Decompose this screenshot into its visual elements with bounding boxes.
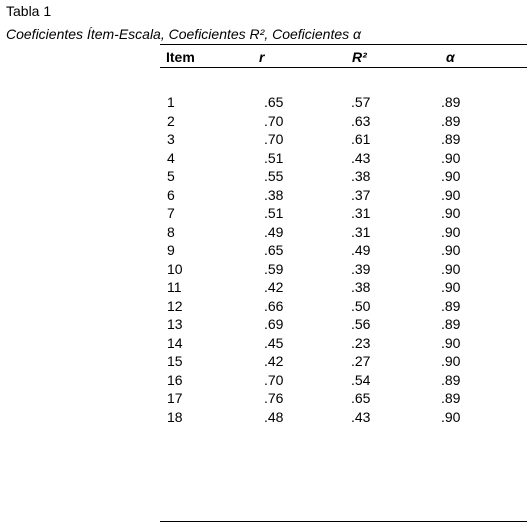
table-row xyxy=(0,93,529,112)
cell-r: .42 xyxy=(264,279,284,295)
cell-r: .48 xyxy=(264,408,284,425)
table-row xyxy=(0,260,529,279)
cell-alpha: .89 xyxy=(441,371,461,388)
cell-r-squared: .39 xyxy=(351,260,371,277)
cell-r: .70 xyxy=(264,112,284,129)
cell-item: 2 xyxy=(167,112,175,129)
cell-alpha: .89 xyxy=(441,297,461,314)
table-row xyxy=(0,278,529,297)
cell-alpha: .90 xyxy=(441,205,461,221)
cell-r: .42 xyxy=(264,353,284,369)
table-row xyxy=(0,186,529,205)
table-row xyxy=(0,371,529,390)
cell-alpha: .90 xyxy=(441,279,461,295)
table-row xyxy=(0,130,529,149)
cell-r: .65 xyxy=(264,94,284,110)
cell-r-squared: .37 xyxy=(351,186,371,203)
table-label: Tabla 1 xyxy=(6,3,52,19)
cell-r: .76 xyxy=(264,390,284,406)
cell-alpha: .90 xyxy=(441,149,461,166)
bottom-rule xyxy=(160,521,527,522)
cell-r: .59 xyxy=(264,260,284,277)
cell-alpha: .89 xyxy=(441,112,461,129)
cell-item: 17 xyxy=(167,390,183,406)
cell-item: 5 xyxy=(167,168,175,184)
top-rule xyxy=(160,44,527,45)
cell-r-squared: .27 xyxy=(351,353,371,369)
table-row xyxy=(0,241,529,260)
cell-r-squared: .23 xyxy=(351,334,371,351)
cell-alpha: .89 xyxy=(441,94,461,110)
table-title: Coeficientes Ítem-Escala, Coeficientes R², Coeficientes α xyxy=(6,26,362,42)
header-rule xyxy=(160,67,527,68)
cell-alpha: .90 xyxy=(441,223,461,240)
table-row xyxy=(0,223,529,242)
cell-item: 12 xyxy=(167,297,183,314)
cell-alpha: .90 xyxy=(441,242,461,258)
cell-item: 15 xyxy=(167,353,183,369)
cell-r: .70 xyxy=(264,371,284,388)
header-item: Item xyxy=(166,49,195,65)
cell-item: 8 xyxy=(167,223,175,240)
cell-alpha: .90 xyxy=(441,408,461,425)
cell-alpha: .89 xyxy=(441,316,461,332)
cell-alpha: .90 xyxy=(441,334,461,351)
table-row xyxy=(0,389,529,408)
cell-r-squared: .61 xyxy=(351,131,371,147)
header-r-squared: R² xyxy=(352,49,367,65)
table-row xyxy=(0,408,529,427)
cell-r: .45 xyxy=(264,334,284,351)
cell-alpha: .89 xyxy=(441,390,461,406)
cell-alpha: .90 xyxy=(441,260,461,277)
table-row xyxy=(0,334,529,353)
cell-r-squared: .38 xyxy=(351,279,371,295)
cell-r-squared: .43 xyxy=(351,408,371,425)
cell-r-squared: .63 xyxy=(351,112,371,129)
cell-alpha: .90 xyxy=(441,168,461,184)
cell-item: 6 xyxy=(167,186,175,203)
cell-r-squared: .65 xyxy=(351,390,371,406)
table-row xyxy=(0,204,529,223)
cell-r-squared: .49 xyxy=(351,242,371,258)
cell-alpha: .90 xyxy=(441,353,461,369)
cell-r: .65 xyxy=(264,242,284,258)
cell-r: .51 xyxy=(264,149,284,166)
table-row xyxy=(0,297,529,316)
table-row xyxy=(0,315,529,334)
cell-item: 14 xyxy=(167,334,183,351)
cell-alpha: .90 xyxy=(441,186,461,203)
table-row xyxy=(0,112,529,131)
cell-item: 11 xyxy=(167,279,182,295)
cell-r: .69 xyxy=(264,316,284,332)
table-row xyxy=(0,149,529,168)
cell-r: .49 xyxy=(264,223,284,240)
cell-r-squared: .50 xyxy=(351,297,371,314)
cell-r: .38 xyxy=(264,186,284,203)
table-body xyxy=(0,93,529,426)
cell-item: 10 xyxy=(167,260,183,277)
cell-alpha: .89 xyxy=(441,131,461,147)
table-row xyxy=(0,352,529,371)
table-row xyxy=(0,167,529,186)
cell-r: .51 xyxy=(264,205,284,221)
cell-r-squared: .38 xyxy=(351,168,371,184)
cell-item: 7 xyxy=(167,205,175,221)
cell-r: .66 xyxy=(264,297,284,314)
cell-r: .70 xyxy=(264,131,284,147)
cell-r-squared: .43 xyxy=(351,149,371,166)
header-r: r xyxy=(259,49,265,65)
cell-item: 13 xyxy=(167,316,183,332)
cell-r-squared: .56 xyxy=(351,316,371,332)
cell-item: 18 xyxy=(167,408,183,425)
cell-r-squared: .57 xyxy=(351,94,371,110)
cell-item: 9 xyxy=(167,242,175,258)
cell-item: 3 xyxy=(167,131,175,147)
cell-item: 16 xyxy=(167,371,183,388)
cell-r-squared: .54 xyxy=(351,371,371,388)
cell-r: .55 xyxy=(264,168,284,184)
cell-item: 1 xyxy=(167,94,175,110)
cell-r-squared: .31 xyxy=(351,223,371,240)
cell-r-squared: .31 xyxy=(351,205,371,221)
header-alpha: α xyxy=(446,49,455,65)
cell-item: 4 xyxy=(167,149,175,166)
